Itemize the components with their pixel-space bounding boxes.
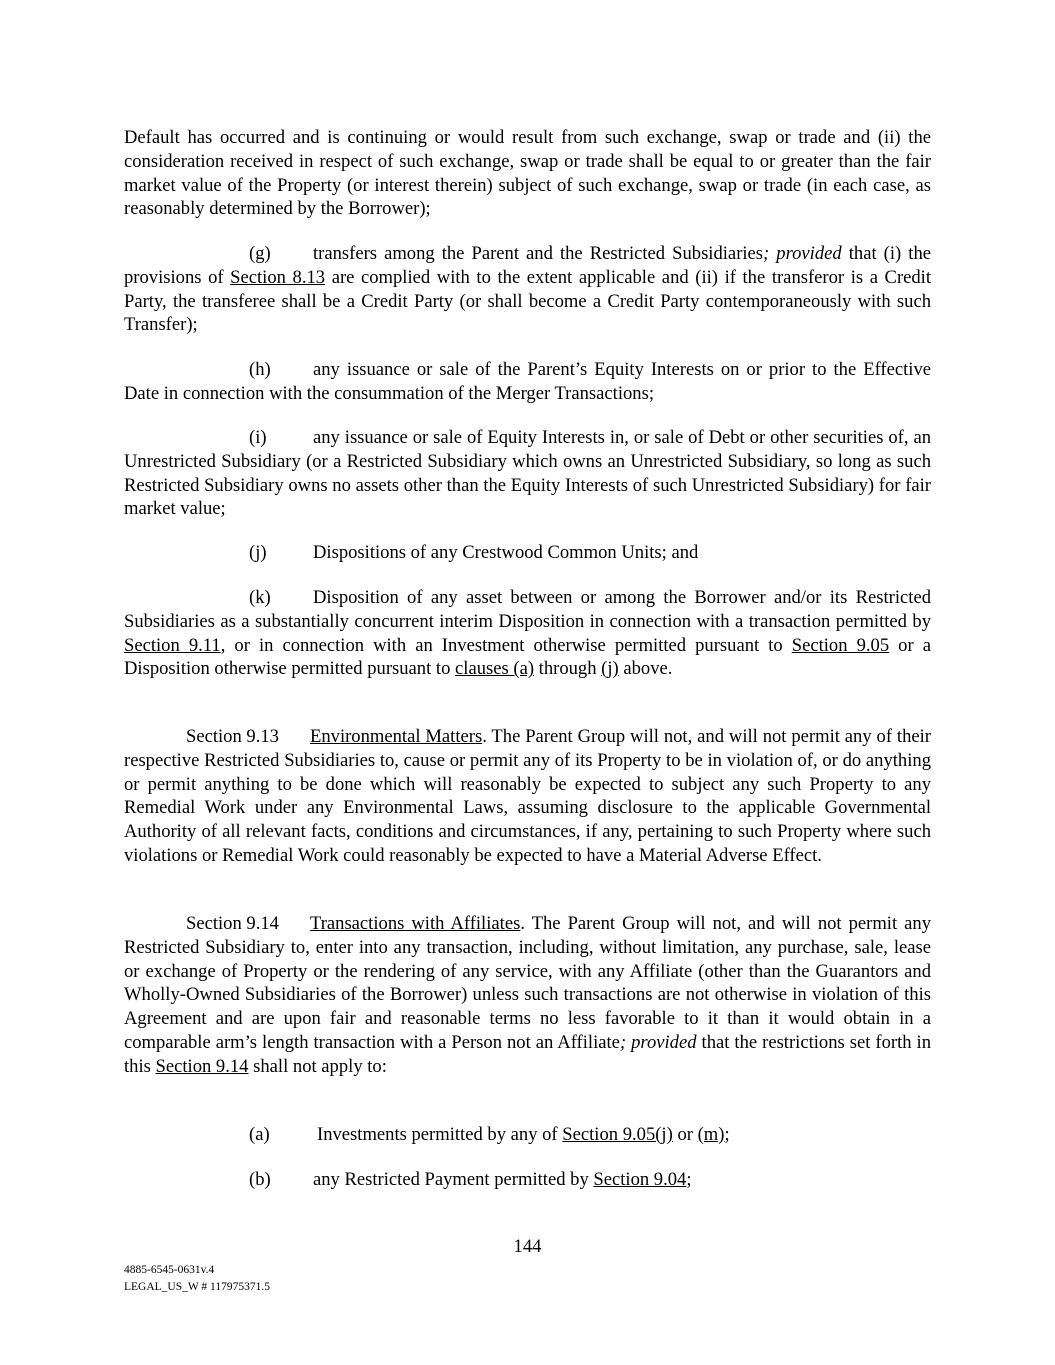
clause-text: that (i) the provisions of (124, 243, 932, 288)
clause-a (124, 1123, 931, 1147)
clause-i (124, 426, 931, 521)
section-reference: Section 9.04 (593, 1169, 687, 1190)
clause-label: (k) (249, 587, 271, 608)
clause-label: (i) (249, 427, 267, 448)
paragraph-continuation (124, 126, 931, 221)
section-text: . The Parent Group will not, and will not permit any Restricted Subsidiary to, enter into any transaction, including, without limitation, any purchase, sale, lease or exchange of Property or the rendering of any service, with any Affiliate (other than the Guarantors and Wholly-Owned Subsidiaries of the Borrower) unless such transactions are not otherwise in violation of this Agreement and are upon fair and reasonable terms no less favorable to it than it would obtain in a comparable arm’s length transaction with a Person not an Affiliate (124, 913, 932, 1053)
page-number: 144 (513, 1236, 542, 1257)
section-text: shall not apply to: (248, 1055, 387, 1077)
clause-text: any issuance or sale of the Parent’s Equity Interests on or prior to the Effective Date in connection with the consummation of the Merger Transactions; (124, 359, 931, 404)
clause-text: Dispositions of any Crestwood Common Units; and (313, 542, 699, 563)
clause-reference: (m) (697, 1124, 725, 1145)
section-9-14 (124, 912, 931, 1079)
clause-reference: (j) (601, 658, 619, 680)
clause-text: are complied with to the extent applicable and (ii) if the transferor is a Credit Party, the transferee shall be a Credit Party (or shall become a Credit Party contemporaneously with such Transfer); (124, 266, 932, 336)
section-title: Environmental Matters (310, 726, 483, 747)
section-text: . The Parent Group will not, and will not permit any of their respective Restricted Subsidiaries to, cause or permit any of its Property to be in violation of, or do anything or permit anything to be done which will reasonably be expected to subject any such Property to any Remedial Work under any Environmental Laws, assuming disclosure to the applicable Governmental Authority of all relevant facts, conditions and circumstances, if any, pertaining to such Property where such violations or Remedial Work could reasonably be expected to have a Material Adverse Effect. (124, 726, 931, 866)
section-title: Transactions with Affiliates (310, 913, 521, 934)
clause-h (124, 358, 931, 406)
clause-label: (h) (249, 359, 271, 380)
clause-text: ; (724, 1124, 730, 1145)
section-reference: Section 9.05(j) (562, 1124, 673, 1145)
provided-italic: ; provided (763, 243, 842, 264)
document-id: LEGAL_US_W # 117975371.5 (124, 1281, 270, 1293)
clause-text: transfers among the Parent and the Restricted Subsidiaries (313, 243, 764, 264)
clause-reference: clauses (a) (455, 658, 535, 680)
clause-k (124, 586, 931, 681)
clause-text: any Restricted Payment permitted by (313, 1169, 594, 1190)
provided-italic: ; provided (619, 1031, 697, 1053)
document-id: 4885-6545-0631v.4 (124, 1264, 215, 1276)
section-text: that the restrictions set forth in this (124, 1031, 931, 1077)
clause-label: (a) (249, 1124, 270, 1145)
clause-label: (g) (249, 243, 271, 264)
clause-text: ; (686, 1169, 692, 1190)
clause-text: Disposition of any asset between or among the Borrower and/or its Restricted Subsidiaries as a substantially concurrent interim Disposition in connection with a transaction permitted by (124, 587, 931, 632)
section-9-13 (124, 725, 931, 868)
clause-g (124, 242, 931, 337)
clause-text: or a Disposition otherwise permitted pursuant to (124, 634, 931, 680)
section-reference: Section 9.05 (791, 634, 890, 656)
clause-text: Investments permitted by any of (317, 1124, 563, 1145)
clause-text: any issuance or sale of Equity Interests in, or sale of Debt or other securities of, an Unrestricted Subsidiary (or a Restricted Subsidiary which owns an Unrestricted Subsidiary, so long as such Restricted Subsidiary owns no assets other than the Equity Interests of such Unrestricted Subsidiary) for fair market value; (124, 427, 931, 520)
clause-text: above. (618, 658, 673, 680)
section-reference: Section 8.13 (230, 266, 326, 288)
section-reference: Section 9.14 (155, 1055, 249, 1077)
clause-label: (b) (249, 1169, 271, 1190)
clause-text: or (672, 1124, 698, 1145)
section-number: Section 9.14 (186, 913, 279, 934)
clause-text: through (534, 658, 602, 680)
clause-text: , or in connection with an Investment otherwise permitted pursuant to (220, 634, 792, 656)
clause-b (124, 1168, 931, 1192)
clause-label: (j) (249, 542, 267, 563)
section-reference: Section 9.11 (124, 634, 221, 656)
clause-j (124, 541, 931, 565)
paragraph-text: Default has occurred and is continuing or would result from such exchange, swap or trade and (ii) the consideration received in respect of such exchange, swap or trade shall be equal to or greater than the fair market value of the Property (or interest therein) subject of such exchange, swap or trade (in each case, as reasonably determined by the Borrower); (124, 127, 931, 220)
section-number: Section 9.13 (186, 726, 279, 747)
